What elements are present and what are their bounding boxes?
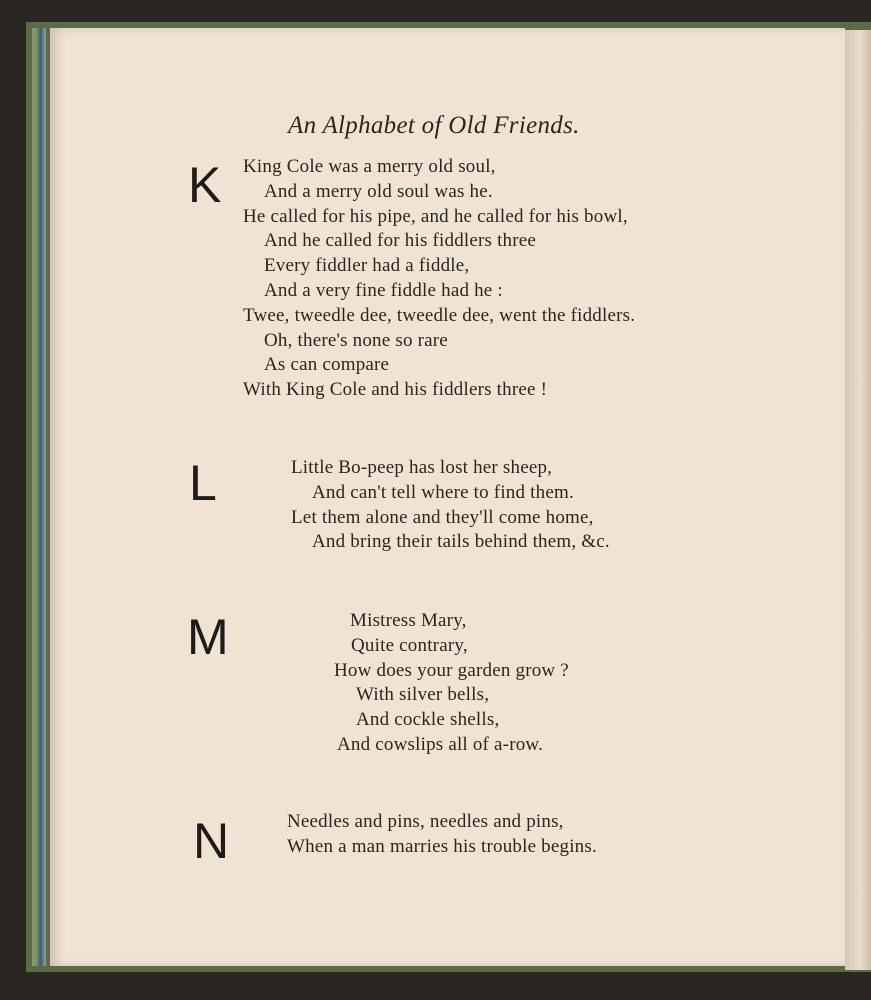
stanza-n [287, 810, 597, 860]
verse-line: How does your garden grow ? [334, 659, 569, 681]
verse-line: With King Cole and his fiddlers three ! [243, 379, 548, 401]
verse-line: Little Bo-peep has lost her sheep, [291, 457, 553, 478]
verse-line: Let them alone and they'll come home, [291, 506, 594, 528]
verse-line: And a very fine fiddle had he : [264, 279, 503, 301]
verse-line: When a man marries his trouble begins. [287, 835, 597, 857]
page-title: An Alphabet of Old Friends. [288, 112, 580, 139]
verse-line: And bring their tails behind them, &c. [312, 531, 610, 553]
verse-line: As can compare [264, 354, 390, 376]
verse-line: And can't tell where to find them. [312, 481, 574, 503]
verse-line: King Cole was a merry old soul, [243, 156, 496, 177]
verse-line: And cowslips all of a-row. [337, 733, 544, 755]
verse-line: Quite contrary, [351, 634, 468, 656]
verse-line: Mistress Mary, [350, 610, 467, 631]
verse-line: And a merry old soul was he. [264, 180, 493, 202]
verse-line: And cockle shells, [356, 709, 500, 731]
verse-line: Every fiddler had a fiddle, [264, 255, 470, 277]
initial-letter-m: M [187, 609, 229, 665]
stanza-m [334, 609, 569, 758]
initial-letter-l: L [189, 455, 217, 511]
verse-line: He called for his pipe, and he called for his bowl, [243, 205, 628, 227]
verse-line: And he called for his fiddlers three [264, 230, 537, 252]
initial-letter-k: K [188, 157, 222, 213]
book-spine-edge [32, 28, 46, 966]
stanza-l [291, 456, 610, 555]
stanza-k [243, 155, 635, 403]
verse-line: Needles and pins, needles and pins, [287, 811, 564, 832]
next-page-edge [845, 30, 871, 970]
verse-line: With silver bells, [356, 684, 490, 706]
verse-line: Twee, tweedle dee, tweedle dee, went the fiddlers. [243, 304, 636, 326]
initial-letter-n: N [193, 813, 230, 869]
verse-line: Oh, there's none so rare [264, 329, 448, 351]
